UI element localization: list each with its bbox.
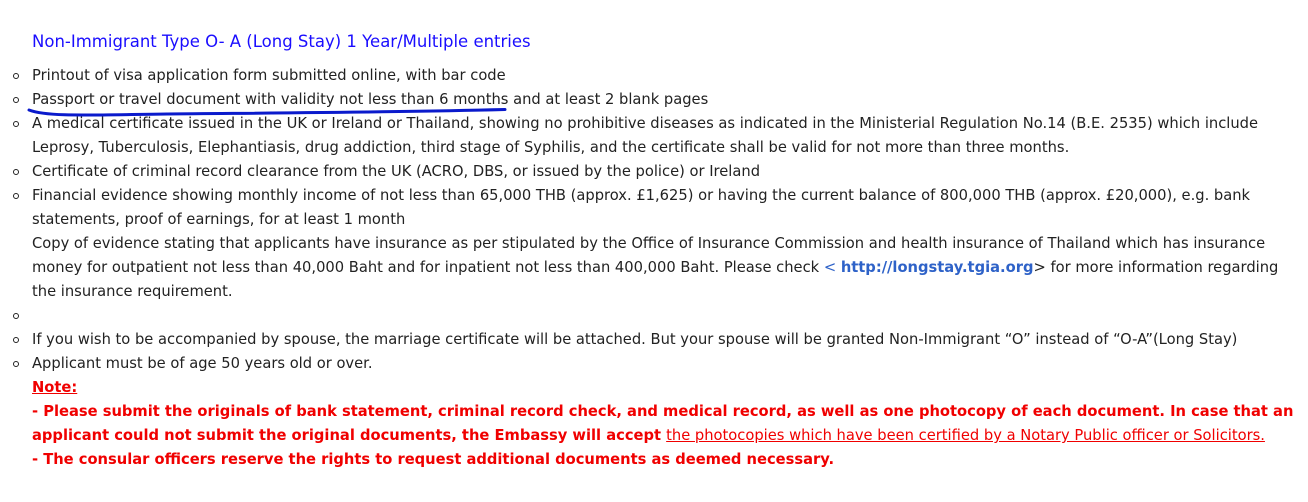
page-title: Non-Immigrant Type O- A (Long Stay) 1 Year/Multiple entries (32, 31, 531, 51)
note-label: Note: (32, 379, 78, 396)
list-item (32, 328, 1294, 352)
pen-underline-annotation (27, 104, 511, 118)
list-item (32, 184, 1294, 304)
requirement-text: If you wish to be accompanied by spouse, the marriage certificate will be attached. But your spouse will be granted Non-Immigrant “O” instead of “O-A”(Long Stay) (32, 331, 1238, 348)
requirement-text: A medical certificate issued in the UK or Ireland or Thailand, showing no prohibitive diseases as indicated in the Ministerial Regulation No.14 (B.E. 2535) which include Leprosy, Tuberculosis, Elephantiasis, drug addiction, third stage of Syphilis, and the certificate shall be valid for not more than three months. (32, 115, 1259, 156)
note-certified-copies-text: the photocopies which have been certified by a Notary Public officer or Solicitors. (666, 427, 1265, 444)
requirement-text: Certificate of criminal record clearance from the UK (ACRO, DBS, or issued by the police) or Ireland (32, 163, 761, 180)
pen-stroke (29, 110, 505, 116)
insurance-requirement-text (32, 232, 1294, 304)
list-item-empty (32, 304, 1294, 328)
requirement-text: Applicant must be of age 50 years old or over. (32, 355, 373, 372)
hollow-bullet-icon (13, 121, 19, 127)
hollow-bullet-icon (13, 169, 19, 175)
link-bracket-close: > (1033, 259, 1046, 276)
hollow-bullet-icon (13, 73, 19, 79)
hollow-bullet-icon (13, 193, 19, 199)
insurance-text-after: for more information regarding the insurance requirement. (32, 259, 1279, 300)
list-item (32, 64, 1294, 88)
financial-evidence-text: Financial evidence showing monthly income of not less than 65,000 THB (approx. £1,625) or having the current balance of 800,000 THB (approx. £20,000), e.g. bank statements, proof of earnings, for at least 1 month (32, 187, 1251, 228)
link-bracket-open: < (823, 259, 841, 276)
note-line-originals (32, 400, 1294, 448)
list-item (32, 352, 1294, 376)
requirement-text: Printout of visa application form submitted online, with bar code (32, 67, 506, 84)
list-item (32, 112, 1294, 160)
hollow-bullet-icon (13, 361, 19, 367)
note-line-additional-documents: - The consular officers reserve the rights to request additional documents as deemed necessary. (32, 451, 835, 468)
hollow-bullet-icon (13, 313, 19, 319)
list-item (32, 160, 1294, 184)
hollow-bullet-icon (13, 97, 19, 103)
requirement-text: Passport or travel document with validity not less than 6 months and at least 2 blank pages (32, 91, 709, 108)
note-block (32, 376, 1294, 472)
longstay-insurance-link[interactable]: http://longstay.tgia.org (840, 259, 1034, 276)
insurance-text-before: Copy of evidence stating that applicants have insurance as per stipulated by the Office of Insurance Commission and health insurance of Thailand which has insurance money for outpatient not less than 40,000 Baht and for inpatient not less than 400,000 Baht. Please check (32, 235, 1266, 276)
hollow-bullet-icon (13, 337, 19, 343)
note-originals-text: - Please submit the originals of bank statement, criminal record check, and medical record, as well as one photocopy of each document. In case that an applicant could not submit the original documents, the Embassy will accept (32, 403, 1294, 444)
